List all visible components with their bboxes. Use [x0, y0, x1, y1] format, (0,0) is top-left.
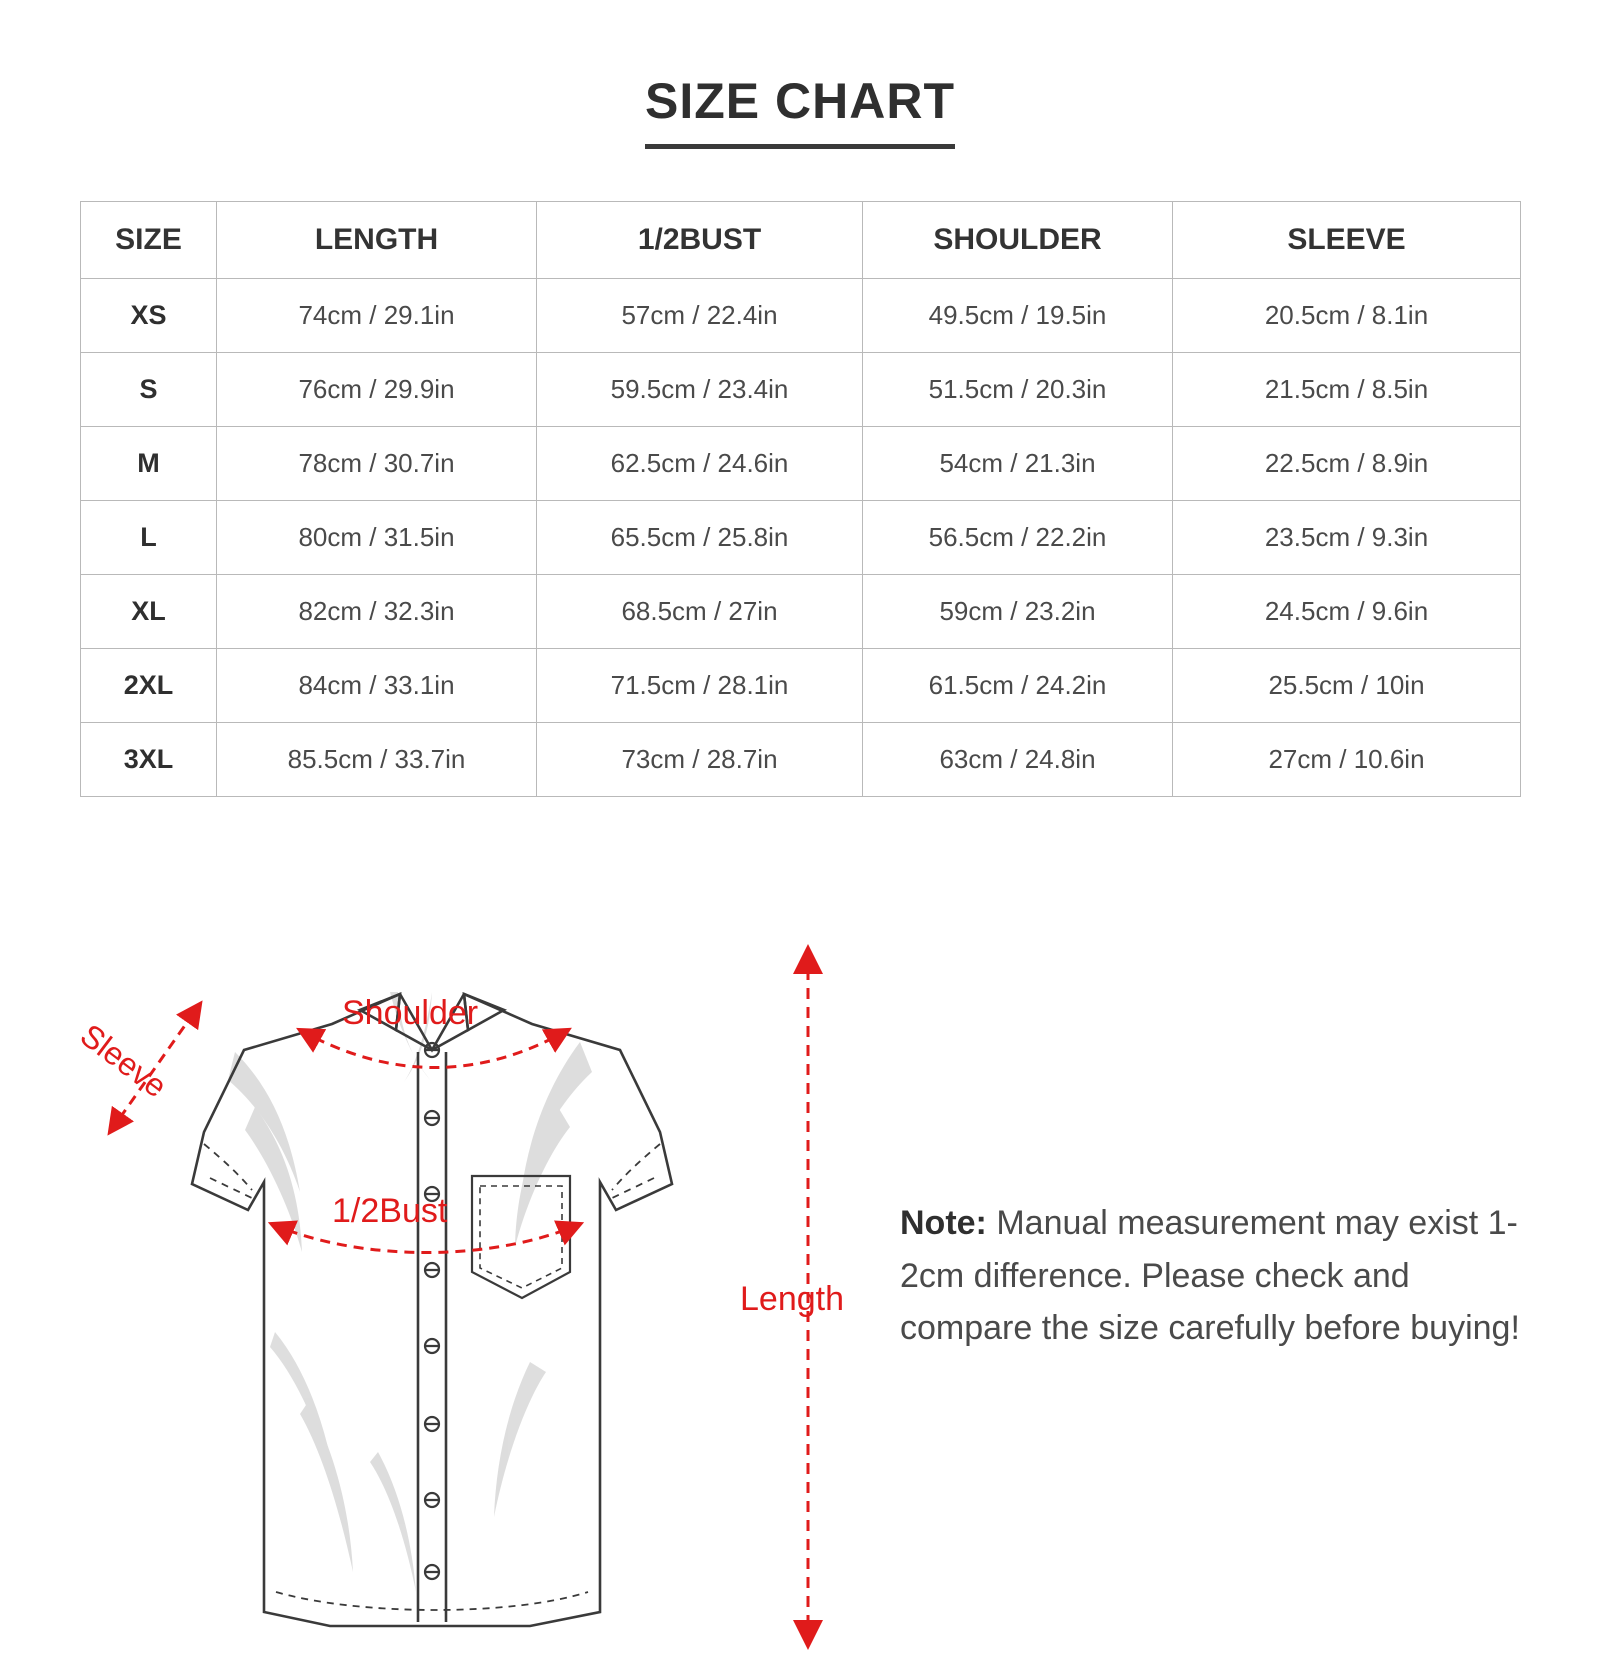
cell-bust: 59.5cm / 23.4in: [537, 353, 863, 427]
table-row: [81, 575, 1521, 649]
table-row: [81, 279, 1521, 353]
cell-sleeve: 23.5cm / 9.3in: [1173, 501, 1521, 575]
cell-size: XL: [81, 575, 217, 649]
note-text-block: [900, 1197, 1530, 1355]
cell-bust: 65.5cm / 25.8in: [537, 501, 863, 575]
column-header-shoulder: SHOULDER: [863, 202, 1173, 279]
table-row: [81, 501, 1521, 575]
table-row: [81, 649, 1521, 723]
table-body: [81, 279, 1521, 797]
cell-length: 76cm / 29.9in: [217, 353, 537, 427]
cell-length: 80cm / 31.5in: [217, 501, 537, 575]
shoulder-label: Shoulder: [342, 994, 479, 1032]
cell-bust: 62.5cm / 24.6in: [537, 427, 863, 501]
cell-length: 74cm / 29.1in: [217, 279, 537, 353]
sleeve-label: Sleeve: [73, 1016, 174, 1105]
bust-measure-guide: [272, 1192, 580, 1253]
table-row: [81, 353, 1521, 427]
measurement-diagram-area: [0, 932, 1600, 1672]
cell-length: 82cm / 32.3in: [217, 575, 537, 649]
column-header-size: SIZE: [81, 202, 217, 279]
cell-shoulder: 63cm / 24.8in: [863, 723, 1173, 797]
size-table-container: [80, 201, 1520, 797]
cell-size: L: [81, 501, 217, 575]
cell-length: 85.5cm / 33.7in: [217, 723, 537, 797]
bust-label: 1/2Bust: [332, 1192, 448, 1230]
table-row: [81, 723, 1521, 797]
length-label: Length: [740, 1280, 844, 1318]
cell-size: 2XL: [81, 649, 217, 723]
size-chart-table: [80, 201, 1521, 797]
table-row: [81, 427, 1521, 501]
cell-length: 84cm / 33.1in: [217, 649, 537, 723]
cell-size: M: [81, 427, 217, 501]
title-container: [0, 72, 1600, 149]
cell-bust: 73cm / 28.7in: [537, 723, 863, 797]
cell-shoulder: 49.5cm / 19.5in: [863, 279, 1173, 353]
note-body: Manual measurement may exist 1-2cm difference. Please check and compare the size carefully before buying!: [900, 1204, 1520, 1348]
cell-shoulder: 54cm / 21.3in: [863, 427, 1173, 501]
page-title: SIZE CHART: [645, 72, 955, 149]
cell-sleeve: 22.5cm / 8.9in: [1173, 427, 1521, 501]
cell-sleeve: 25.5cm / 10in: [1173, 649, 1521, 723]
note-label: Note:: [900, 1204, 987, 1242]
cell-length: 78cm / 30.7in: [217, 427, 537, 501]
cell-shoulder: 59cm / 23.2in: [863, 575, 1173, 649]
cell-sleeve: 20.5cm / 8.1in: [1173, 279, 1521, 353]
shirt-buttons: [425, 1043, 439, 1579]
column-header-length: LENGTH: [217, 202, 537, 279]
cell-shoulder: 51.5cm / 20.3in: [863, 353, 1173, 427]
table-header: [81, 202, 1521, 279]
cell-shoulder: 56.5cm / 22.2in: [863, 501, 1173, 575]
column-header-sleeve: SLEEVE: [1173, 202, 1521, 279]
sleeve-measure-guide: [74, 1004, 200, 1132]
column-header-bust: 1/2BUST: [537, 202, 863, 279]
cell-size: 3XL: [81, 723, 217, 797]
cell-bust: 57cm / 22.4in: [537, 279, 863, 353]
cell-shoulder: 61.5cm / 24.2in: [863, 649, 1173, 723]
cell-sleeve: 24.5cm / 9.6in: [1173, 575, 1521, 649]
length-measure-guide: [740, 932, 920, 1662]
cell-sleeve: 27cm / 10.6in: [1173, 723, 1521, 797]
fabric-shading: [228, 992, 592, 1592]
table-header-row: [81, 202, 1521, 279]
cell-size: S: [81, 353, 217, 427]
cell-bust: 68.5cm / 27in: [537, 575, 863, 649]
cell-sleeve: 21.5cm / 8.5in: [1173, 353, 1521, 427]
cell-bust: 71.5cm / 28.1in: [537, 649, 863, 723]
cell-size: XS: [81, 279, 217, 353]
